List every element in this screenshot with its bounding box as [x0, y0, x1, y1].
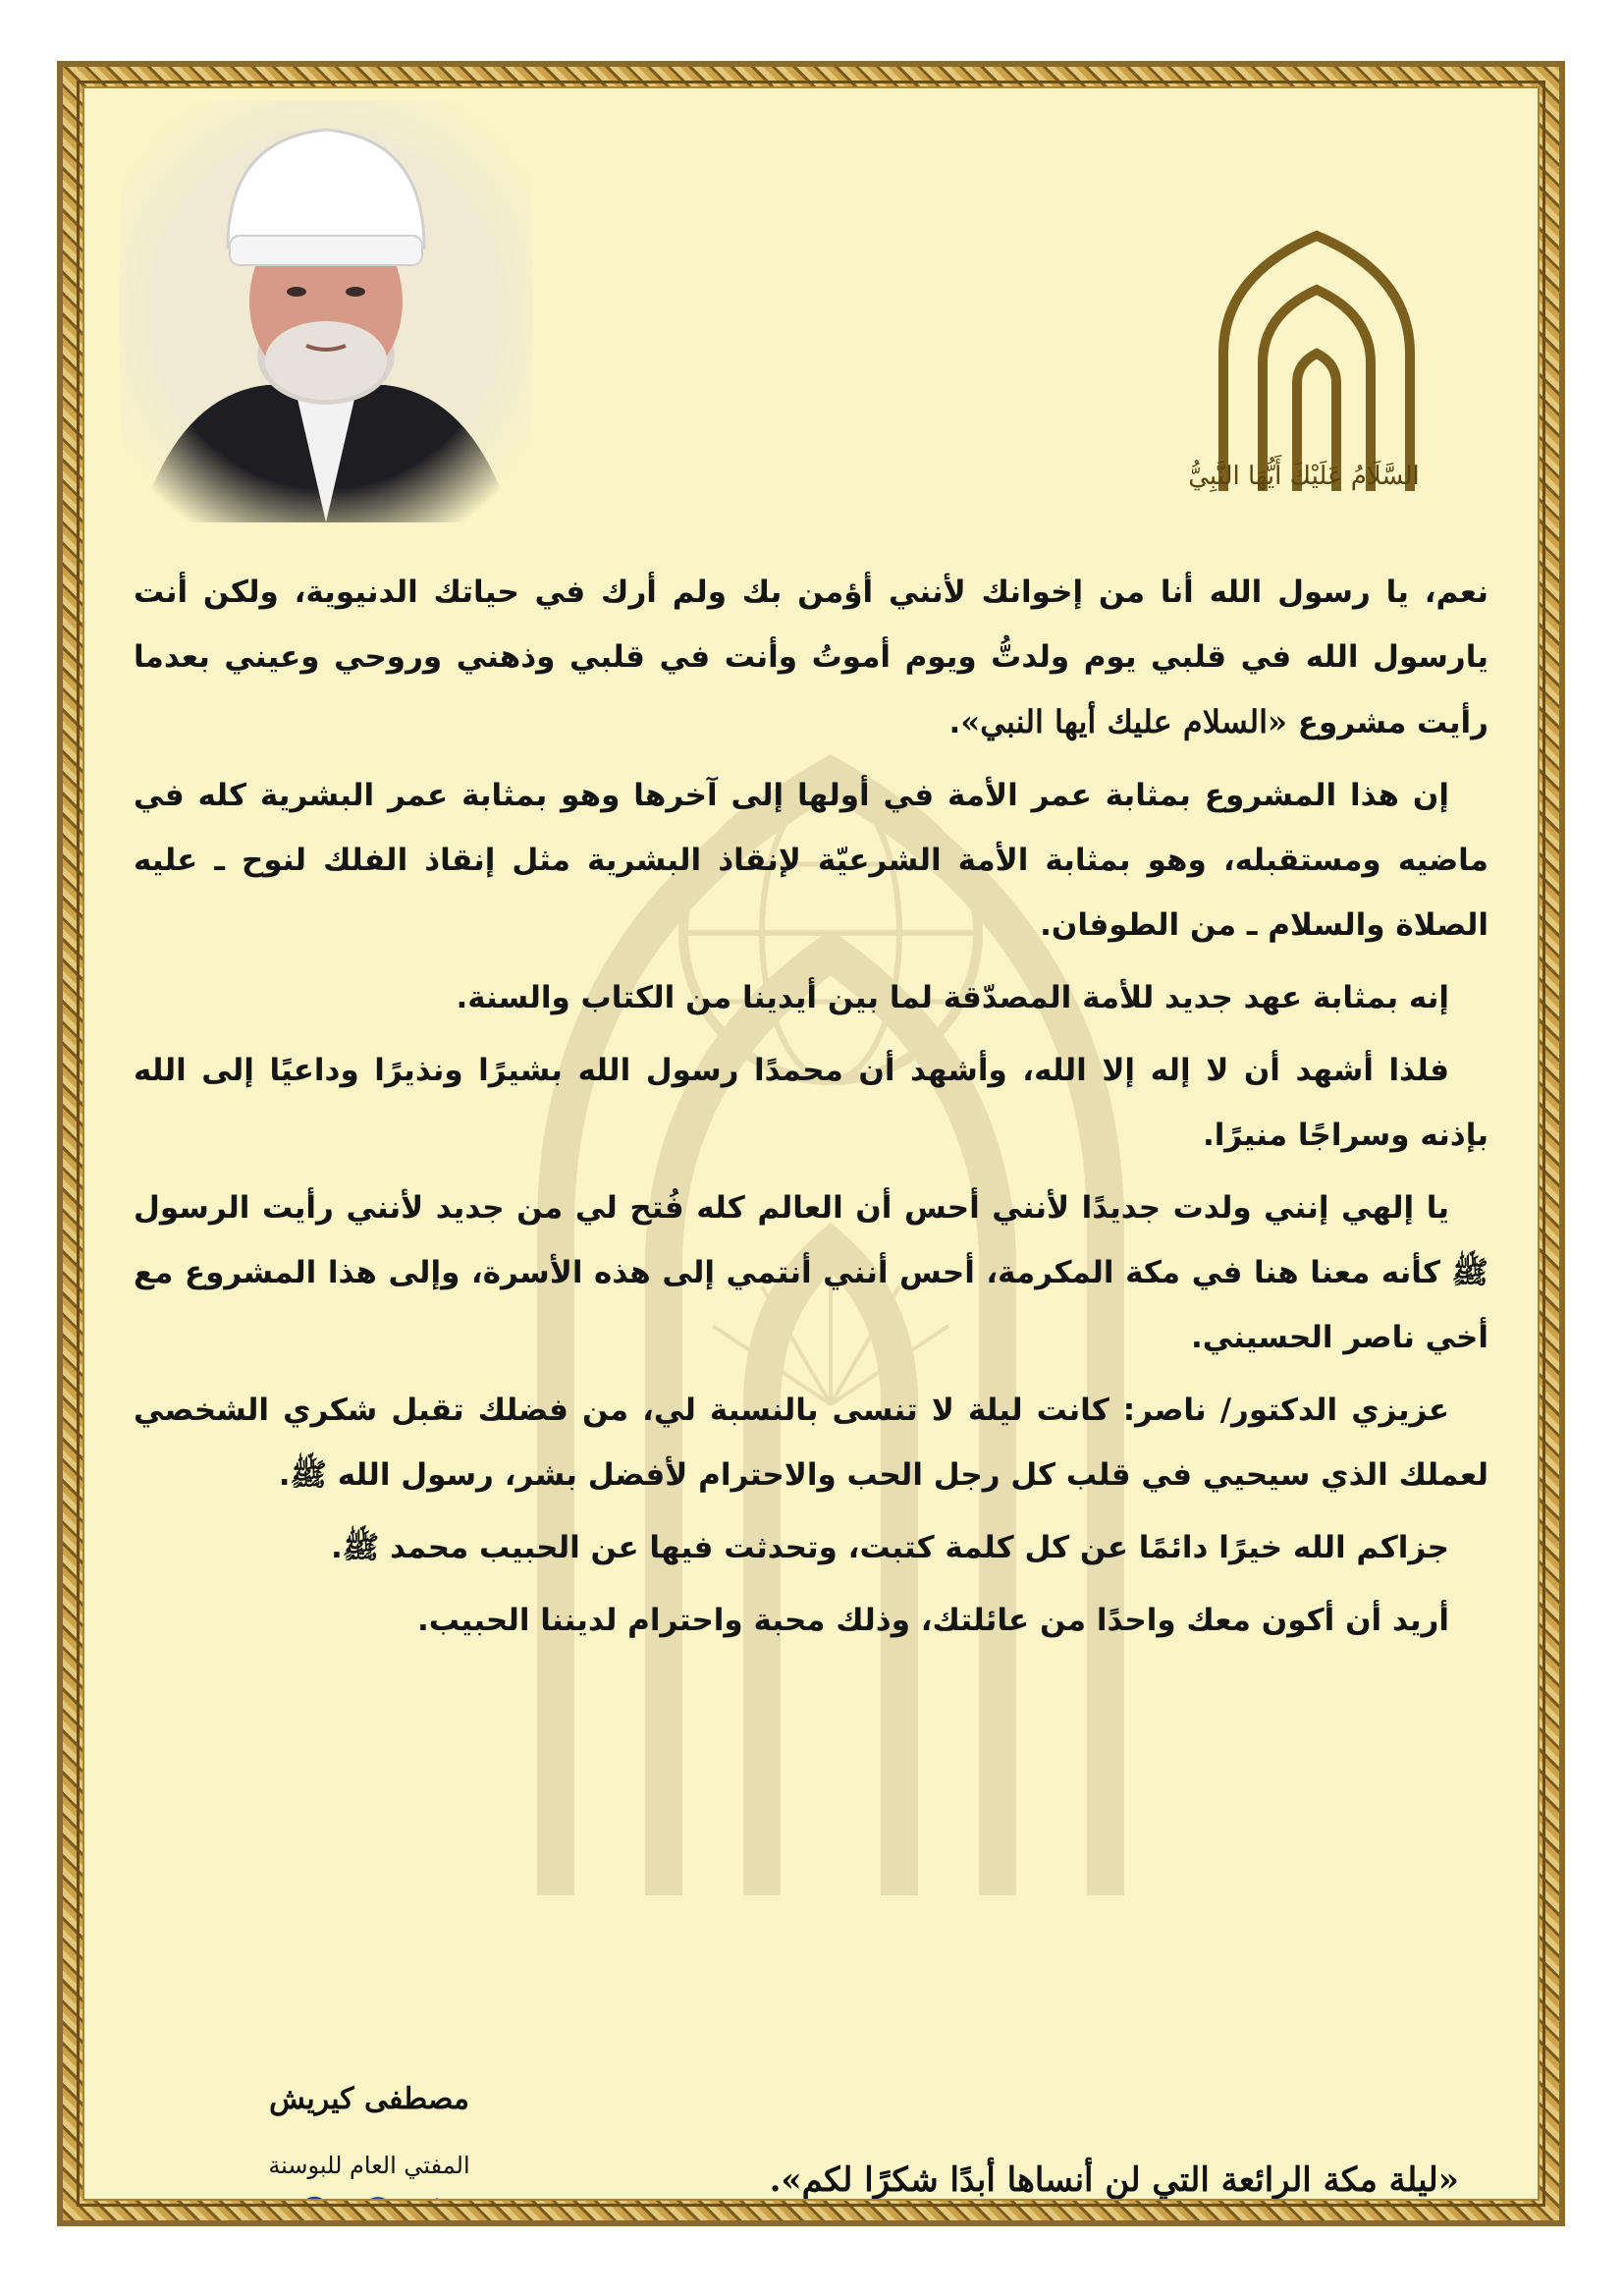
project-name: «السلام عليك أيها النبي»	[960, 703, 1287, 740]
mufti-portrait	[120, 100, 532, 522]
paragraph-8: أريد أن أكون معك واحدًا من عائلتك، وذلك محبة واحترام لديننا الحبيب.	[416, 1603, 1449, 1638]
paragraph-6: عزيزي الدكتور/ ناصر: كانت ليلة لا تنسى بالنسبة لي، من فضلك تقبل شكري الشخصي لعملك الذي سيحيي في قلب كل رجل الحب والاحترام لأفضل بشر، رسول الله ﷺ.	[134, 1393, 1488, 1493]
letter-paper	[82, 86, 1540, 2201]
signature-block	[212, 2082, 526, 2201]
paragraph-5: يا إلهي إنني ولدت جديدًا لأنني أحس أن العالم كله فُتح لي من جديد لأنني رأيت الرسول ﷺ كأنه معنا هنا في مكة المكرمة، أحس أنني أنتمي إلى هذه الأسرة، وإلى هذا المشروع مع أخي ناصر الحسيني.	[134, 1190, 1488, 1355]
logo-caption: السَّلَامُ عَلَيْكَ أَيُّهَا النَّبِيُّ	[1188, 462, 1420, 491]
paragraph-1-end: .	[948, 705, 961, 740]
letter-body	[134, 560, 1488, 1661]
paragraph-7: جزاكم الله خيرًا دائمًا عن كل كلمة كتبت، وتحدثت فيها عن الحبيب محمد ﷺ.	[330, 1530, 1449, 1565]
closing-quote: «ليلة مكة الرائعة التي لن أنساها أبدًا شكرًا لكم».	[769, 2160, 1459, 2200]
paragraph-1-text: نعم، يا رسول الله أنا من إخوانك لأنني أؤمن بك ولم أرك في حياتك الدنيوية، ولكن أنت يارسول الله في قلبي يوم ولدتُّ ويوم أموتُ وأنت في قلبي وذهني وروحي وعيني بعدما رأيت مشروع	[134, 574, 1488, 740]
paragraph-3: إنه بمثابة عهد جديد للأمة المصدّقة لما بين أيدينا من الكتاب والسنة.	[456, 980, 1449, 1015]
paragraph-1	[134, 560, 1488, 755]
paragraph-2: إن هذا المشروع بمثابة عمر الأمة في أولها إلى آخرها وهو بمثابة عمر البشرية كله في ماضيه ومستقبله، وهو بمثابة الأمة الشرعيّة لإنقاذ البشرية مثل إنقاذ الفلك لنوح ـ عليه الصلاة والسلام ـ من الطوفان.	[134, 778, 1488, 943]
paragraph-4: فلذا أشهد أن لا إله إلا الله، وأشهد أن محمدًا رسول الله بشيرًا ونذيرًا وداعيًا إلى الله بإذنه وسراجًا منيرًا.	[134, 1053, 1488, 1153]
handwritten-signature	[291, 2181, 448, 2201]
ornamental-frame	[57, 61, 1565, 2226]
signatory-title: المفتي العام للبوسنة	[268, 2152, 470, 2179]
signatory-name: مصطفى كيريش	[269, 2082, 469, 2116]
